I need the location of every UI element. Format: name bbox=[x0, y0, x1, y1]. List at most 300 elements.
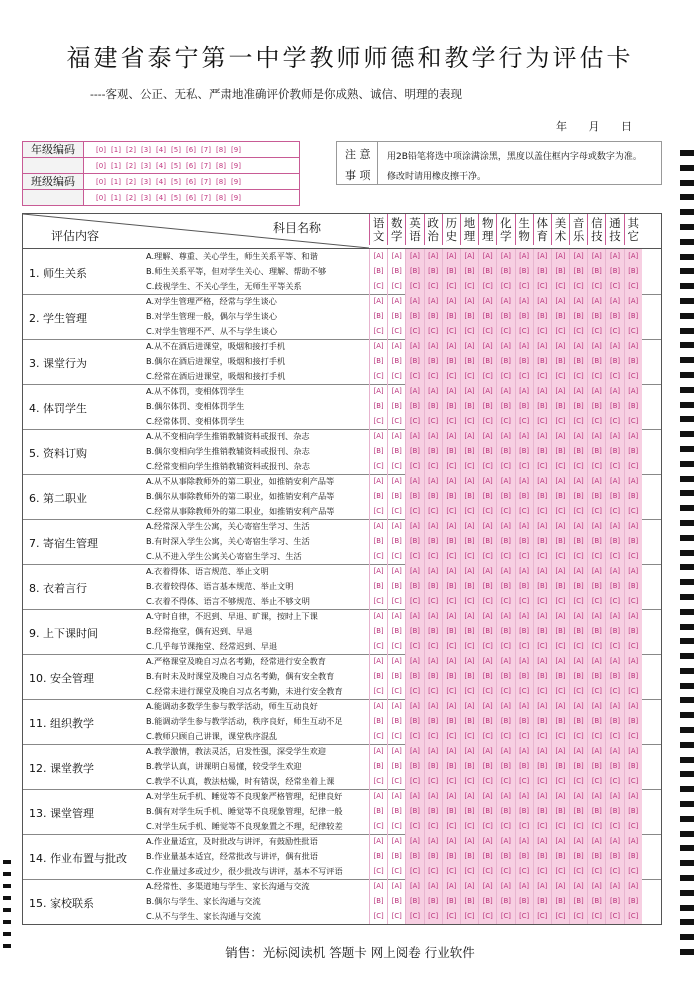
answer-bubble[interactable]: [B] bbox=[373, 897, 384, 905]
answer-bubble[interactable]: [B] bbox=[537, 537, 548, 545]
code-bubble[interactable]: [9] bbox=[231, 161, 241, 170]
answer-bubble[interactable]: [C] bbox=[409, 912, 420, 920]
answer-bubble[interactable]: [A] bbox=[555, 432, 566, 440]
answer-bubble[interactable]: [B] bbox=[464, 672, 475, 680]
answer-bubble[interactable]: [C] bbox=[610, 642, 621, 650]
answer-bubble[interactable]: [C] bbox=[519, 417, 530, 425]
answer-bubble[interactable]: [A] bbox=[373, 387, 384, 395]
answer-bubble[interactable]: [B] bbox=[373, 312, 384, 320]
answer-bubble[interactable]: [A] bbox=[519, 882, 530, 890]
answer-bubble[interactable]: [B] bbox=[628, 357, 639, 365]
answer-bubble[interactable]: [A] bbox=[610, 702, 620, 710]
code-bubble[interactable]: [5] bbox=[171, 161, 181, 170]
code-bubble[interactable]: [8] bbox=[216, 193, 226, 202]
code-bubble[interactable]: [1] bbox=[111, 161, 121, 170]
answer-bubble[interactable]: [A] bbox=[482, 792, 493, 800]
answer-bubble[interactable]: [C] bbox=[446, 822, 457, 830]
answer-bubble[interactable]: [B] bbox=[628, 762, 639, 770]
answer-bubble[interactable]: [A] bbox=[500, 522, 511, 530]
answer-bubble[interactable]: [C] bbox=[573, 597, 584, 605]
answer-bubble[interactable]: [A] bbox=[391, 387, 402, 395]
answer-bubble[interactable]: [A] bbox=[391, 522, 402, 530]
answer-bubble[interactable]: [B] bbox=[555, 267, 566, 275]
answer-bubble[interactable]: [C] bbox=[409, 507, 420, 515]
answer-bubble[interactable]: [C] bbox=[428, 822, 439, 830]
answer-bubble[interactable]: [A] bbox=[428, 747, 439, 755]
answer-bubble[interactable]: [B] bbox=[428, 762, 439, 770]
answer-bubble[interactable]: [B] bbox=[555, 312, 566, 320]
answer-bubble[interactable]: [A] bbox=[519, 702, 530, 710]
answer-bubble[interactable]: [B] bbox=[610, 627, 621, 635]
answer-bubble[interactable]: [A] bbox=[591, 342, 602, 350]
code-bubble[interactable]: [4] bbox=[156, 145, 166, 154]
answer-bubble[interactable]: [A] bbox=[446, 342, 457, 350]
answer-bubble[interactable]: [A] bbox=[610, 522, 620, 530]
answer-bubble[interactable]: [A] bbox=[428, 702, 439, 710]
answer-bubble[interactable]: [C] bbox=[464, 507, 475, 515]
code-bubble[interactable]: [1] bbox=[111, 177, 121, 186]
answer-bubble[interactable]: [A] bbox=[446, 657, 457, 665]
answer-bubble[interactable]: [B] bbox=[482, 447, 493, 455]
answer-bubble[interactable]: [A] bbox=[482, 477, 493, 485]
answer-bubble[interactable]: [B] bbox=[446, 897, 457, 905]
answer-bubble[interactable]: [B] bbox=[409, 897, 420, 905]
answer-bubble[interactable]: [B] bbox=[591, 717, 602, 725]
answer-bubble[interactable]: [C] bbox=[537, 552, 548, 560]
answer-bubble[interactable]: [B] bbox=[482, 717, 493, 725]
answer-bubble[interactable]: [C] bbox=[391, 687, 402, 695]
answer-bubble[interactable]: [C] bbox=[573, 327, 584, 335]
answer-bubble[interactable]: [C] bbox=[428, 282, 439, 290]
answer-bubble[interactable]: [C] bbox=[537, 867, 548, 875]
answer-bubble[interactable]: [A] bbox=[373, 882, 384, 890]
answer-bubble[interactable]: [C] bbox=[482, 777, 493, 785]
answer-bubble[interactable]: [A] bbox=[446, 702, 457, 710]
answer-bubble[interactable]: [C] bbox=[409, 327, 420, 335]
answer-bubble[interactable]: [B] bbox=[537, 672, 548, 680]
answer-bubble[interactable]: [C] bbox=[464, 597, 475, 605]
answer-bubble[interactable]: [B] bbox=[500, 312, 511, 320]
answer-bubble[interactable]: [A] bbox=[482, 567, 493, 575]
answer-bubble[interactable]: [A] bbox=[409, 567, 420, 575]
answer-bubble[interactable]: [C] bbox=[446, 462, 457, 470]
answer-bubble[interactable]: [C] bbox=[519, 867, 530, 875]
answer-bubble[interactable]: [C] bbox=[409, 777, 420, 785]
answer-bubble[interactable]: [C] bbox=[591, 552, 602, 560]
answer-bubble[interactable]: [A] bbox=[409, 297, 420, 305]
answer-bubble[interactable]: [B] bbox=[555, 357, 566, 365]
answer-bubble[interactable]: [C] bbox=[373, 462, 384, 470]
answer-bubble[interactable]: [C] bbox=[464, 282, 475, 290]
answer-bubble[interactable]: [B] bbox=[610, 582, 621, 590]
answer-bubble[interactable]: [B] bbox=[500, 762, 511, 770]
code-bubble[interactable]: [3] bbox=[141, 193, 151, 202]
answer-bubble[interactable]: [C] bbox=[446, 912, 457, 920]
code-bubble[interactable]: [8] bbox=[216, 161, 226, 170]
answer-bubble[interactable]: [B] bbox=[446, 762, 457, 770]
answer-bubble[interactable]: [C] bbox=[464, 867, 475, 875]
answer-bubble[interactable]: [C] bbox=[482, 732, 493, 740]
answer-bubble[interactable]: [B] bbox=[591, 762, 602, 770]
answer-bubble[interactable]: [C] bbox=[428, 777, 439, 785]
code-bubble[interactable]: [7] bbox=[201, 161, 211, 170]
answer-bubble[interactable]: [C] bbox=[573, 462, 584, 470]
answer-bubble[interactable]: [C] bbox=[373, 867, 384, 875]
answer-bubble[interactable]: [A] bbox=[482, 522, 493, 530]
answer-bubble[interactable]: [A] bbox=[555, 702, 566, 710]
answer-bubble[interactable]: [A] bbox=[591, 297, 602, 305]
code-bubble[interactable]: [5] bbox=[171, 145, 181, 154]
answer-bubble[interactable]: [A] bbox=[482, 882, 493, 890]
answer-bubble[interactable]: [A] bbox=[573, 882, 584, 890]
answer-bubble[interactable]: [B] bbox=[519, 402, 530, 410]
answer-bubble[interactable]: [C] bbox=[500, 327, 511, 335]
answer-bubble[interactable]: [A] bbox=[628, 342, 639, 350]
answer-bubble[interactable]: [A] bbox=[537, 387, 548, 395]
answer-bubble[interactable]: [B] bbox=[428, 627, 439, 635]
answer-bubble[interactable]: [B] bbox=[409, 582, 420, 590]
answer-bubble[interactable]: [A] bbox=[628, 477, 639, 485]
answer-bubble[interactable]: [C] bbox=[628, 372, 639, 380]
answer-bubble[interactable]: [B] bbox=[500, 447, 511, 455]
answer-bubble[interactable]: [A] bbox=[610, 567, 620, 575]
answer-bubble[interactable]: [B] bbox=[610, 807, 621, 815]
answer-bubble[interactable]: [C] bbox=[610, 777, 621, 785]
answer-bubble[interactable]: [C] bbox=[446, 597, 457, 605]
answer-bubble[interactable]: [B] bbox=[409, 762, 420, 770]
code-bubble[interactable]: [7] bbox=[201, 193, 211, 202]
answer-bubble[interactable]: [C] bbox=[428, 327, 439, 335]
code-bubble[interactable]: [9] bbox=[231, 193, 241, 202]
answer-bubble[interactable]: [B] bbox=[446, 672, 457, 680]
answer-bubble[interactable]: [C] bbox=[373, 507, 384, 515]
answer-bubble[interactable]: [C] bbox=[446, 642, 457, 650]
answer-bubble[interactable]: [B] bbox=[391, 357, 402, 365]
answer-bubble[interactable]: [A] bbox=[373, 702, 384, 710]
grade-code-digits-2[interactable] bbox=[84, 158, 243, 173]
answer-bubble[interactable]: [A] bbox=[537, 837, 548, 845]
answer-bubble[interactable]: [B] bbox=[464, 447, 475, 455]
answer-bubble[interactable]: [A] bbox=[482, 612, 493, 620]
answer-bubble[interactable]: [C] bbox=[555, 552, 566, 560]
answer-bubble[interactable]: [C] bbox=[537, 327, 548, 335]
answer-bubble[interactable]: [C] bbox=[519, 642, 530, 650]
answer-bubble[interactable]: [C] bbox=[555, 327, 566, 335]
answer-bubble[interactable]: [C] bbox=[628, 777, 639, 785]
answer-bubble[interactable]: [C] bbox=[628, 282, 639, 290]
answer-bubble[interactable]: [B] bbox=[555, 627, 566, 635]
answer-bubble[interactable]: [B] bbox=[409, 852, 420, 860]
answer-bubble[interactable]: [C] bbox=[555, 462, 566, 470]
answer-bubble[interactable]: [B] bbox=[610, 492, 621, 500]
answer-bubble[interactable]: [B] bbox=[409, 267, 420, 275]
answer-bubble[interactable]: [B] bbox=[519, 537, 530, 545]
answer-bubble[interactable]: [B] bbox=[573, 537, 584, 545]
answer-bubble[interactable]: [B] bbox=[555, 537, 566, 545]
answer-bubble[interactable]: [B] bbox=[446, 627, 457, 635]
answer-bubble[interactable]: [C] bbox=[573, 687, 584, 695]
answer-bubble[interactable]: [B] bbox=[591, 627, 602, 635]
answer-bubble[interactable]: [B] bbox=[519, 447, 530, 455]
answer-bubble[interactable]: [B] bbox=[446, 537, 457, 545]
answer-bubble[interactable]: [A] bbox=[610, 882, 620, 890]
answer-bubble[interactable]: [B] bbox=[464, 627, 475, 635]
answer-bubble[interactable]: [C] bbox=[500, 687, 511, 695]
answer-bubble[interactable]: [C] bbox=[409, 552, 420, 560]
answer-bubble[interactable]: [A] bbox=[573, 297, 584, 305]
answer-bubble[interactable]: [A] bbox=[500, 612, 511, 620]
answer-bubble[interactable]: [B] bbox=[573, 807, 584, 815]
answer-bubble[interactable]: [B] bbox=[573, 267, 584, 275]
answer-bubble[interactable]: [B] bbox=[446, 447, 457, 455]
answer-bubble[interactable]: [B] bbox=[610, 267, 621, 275]
answer-bubble[interactable]: [C] bbox=[446, 732, 457, 740]
answer-bubble[interactable]: [B] bbox=[482, 807, 493, 815]
answer-bubble[interactable]: [A] bbox=[573, 477, 584, 485]
answer-bubble[interactable]: [C] bbox=[519, 282, 530, 290]
answer-bubble[interactable]: [C] bbox=[628, 417, 639, 425]
answer-bubble[interactable]: [C] bbox=[519, 507, 530, 515]
answer-bubble[interactable]: [C] bbox=[591, 777, 602, 785]
answer-bubble[interactable]: [A] bbox=[573, 387, 584, 395]
answer-bubble[interactable]: [B] bbox=[409, 537, 420, 545]
answer-bubble[interactable]: [C] bbox=[464, 372, 475, 380]
answer-bubble[interactable]: [B] bbox=[373, 492, 384, 500]
answer-bubble[interactable]: [B] bbox=[428, 267, 439, 275]
answer-bubble[interactable]: [C] bbox=[537, 462, 548, 470]
answer-bubble[interactable]: [C] bbox=[555, 732, 566, 740]
answer-bubble[interactable]: [C] bbox=[500, 777, 511, 785]
answer-bubble[interactable]: [A] bbox=[409, 747, 420, 755]
answer-bubble[interactable]: [A] bbox=[628, 792, 639, 800]
answer-bubble[interactable]: [C] bbox=[591, 282, 602, 290]
answer-bubble[interactable]: [B] bbox=[464, 312, 475, 320]
answer-bubble[interactable]: [B] bbox=[573, 762, 584, 770]
answer-bubble[interactable]: [C] bbox=[428, 372, 439, 380]
answer-bubble[interactable]: [B] bbox=[555, 447, 566, 455]
answer-bubble[interactable]: [A] bbox=[591, 432, 602, 440]
answer-bubble[interactable]: [B] bbox=[591, 897, 602, 905]
answer-bubble[interactable]: [B] bbox=[482, 402, 493, 410]
answer-bubble[interactable]: [B] bbox=[373, 447, 384, 455]
answer-bubble[interactable]: [B] bbox=[464, 897, 475, 905]
answer-bubble[interactable]: [C] bbox=[628, 732, 639, 740]
answer-bubble[interactable]: [B] bbox=[537, 717, 548, 725]
answer-bubble[interactable]: [B] bbox=[628, 312, 639, 320]
answer-bubble[interactable]: [B] bbox=[428, 447, 439, 455]
answer-bubble[interactable]: [A] bbox=[610, 837, 620, 845]
answer-bubble[interactable]: [A] bbox=[500, 882, 511, 890]
answer-bubble[interactable]: [C] bbox=[537, 732, 548, 740]
answer-bubble[interactable]: [C] bbox=[628, 552, 639, 560]
answer-bubble[interactable]: [A] bbox=[464, 567, 475, 575]
answer-bubble[interactable]: [A] bbox=[610, 342, 620, 350]
answer-bubble[interactable]: [B] bbox=[573, 627, 584, 635]
answer-bubble[interactable]: [C] bbox=[373, 552, 384, 560]
answer-bubble[interactable]: [A] bbox=[446, 792, 457, 800]
answer-bubble[interactable]: [B] bbox=[482, 852, 493, 860]
answer-bubble[interactable]: [B] bbox=[428, 807, 439, 815]
answer-bubble[interactable]: [A] bbox=[519, 792, 530, 800]
answer-bubble[interactable]: [B] bbox=[464, 402, 475, 410]
answer-bubble[interactable]: [B] bbox=[500, 402, 511, 410]
answer-bubble[interactable]: [B] bbox=[446, 357, 457, 365]
answer-bubble[interactable]: [B] bbox=[409, 357, 420, 365]
answer-bubble[interactable]: [B] bbox=[610, 402, 621, 410]
answer-bubble[interactable]: [C] bbox=[482, 462, 493, 470]
answer-bubble[interactable]: [B] bbox=[537, 492, 548, 500]
answer-bubble[interactable]: [B] bbox=[537, 312, 548, 320]
answer-bubble[interactable]: [A] bbox=[519, 837, 530, 845]
answer-bubble[interactable]: [C] bbox=[373, 642, 384, 650]
answer-bubble[interactable]: [C] bbox=[482, 552, 493, 560]
answer-bubble[interactable]: [B] bbox=[373, 267, 384, 275]
code-bubble[interactable]: [0] bbox=[96, 145, 106, 154]
answer-bubble[interactable]: [B] bbox=[573, 672, 584, 680]
answer-bubble[interactable]: [B] bbox=[428, 897, 439, 905]
code-bubble[interactable]: [0] bbox=[96, 161, 106, 170]
answer-bubble[interactable]: [B] bbox=[428, 582, 439, 590]
answer-bubble[interactable]: [C] bbox=[446, 777, 457, 785]
answer-bubble[interactable]: [C] bbox=[628, 912, 639, 920]
answer-bubble[interactable]: [C] bbox=[482, 597, 493, 605]
answer-bubble[interactable]: [B] bbox=[628, 627, 639, 635]
answer-bubble[interactable]: [C] bbox=[519, 912, 530, 920]
answer-bubble[interactable]: [A] bbox=[573, 657, 584, 665]
answer-bubble[interactable]: [A] bbox=[391, 837, 402, 845]
answer-bubble[interactable]: [C] bbox=[519, 327, 530, 335]
answer-bubble[interactable]: [A] bbox=[446, 522, 457, 530]
answer-bubble[interactable]: [B] bbox=[537, 447, 548, 455]
answer-bubble[interactable]: [C] bbox=[482, 327, 493, 335]
answer-bubble[interactable]: [A] bbox=[537, 477, 548, 485]
answer-bubble[interactable]: [B] bbox=[446, 312, 457, 320]
answer-bubble[interactable]: [B] bbox=[391, 492, 402, 500]
answer-bubble[interactable]: [B] bbox=[500, 357, 511, 365]
answer-bubble[interactable]: [A] bbox=[628, 882, 639, 890]
answer-bubble[interactable]: [C] bbox=[428, 462, 439, 470]
answer-bubble[interactable]: [C] bbox=[391, 327, 402, 335]
code-bubble[interactable]: [0] bbox=[96, 193, 106, 202]
answer-bubble[interactable]: [A] bbox=[537, 657, 548, 665]
answer-bubble[interactable]: [B] bbox=[446, 492, 457, 500]
answer-bubble[interactable]: [A] bbox=[428, 792, 439, 800]
answer-bubble[interactable]: [C] bbox=[519, 822, 530, 830]
answer-bubble[interactable]: [C] bbox=[537, 822, 548, 830]
answer-bubble[interactable]: [C] bbox=[591, 912, 602, 920]
answer-bubble[interactable]: [A] bbox=[446, 297, 457, 305]
answer-bubble[interactable]: [B] bbox=[519, 762, 530, 770]
answer-bubble[interactable]: [B] bbox=[482, 672, 493, 680]
answer-bubble[interactable]: [A] bbox=[628, 522, 639, 530]
answer-bubble[interactable]: [C] bbox=[573, 282, 584, 290]
answer-bubble[interactable]: [B] bbox=[373, 717, 384, 725]
answer-bubble[interactable]: [A] bbox=[537, 297, 548, 305]
answer-bubble[interactable]: [A] bbox=[500, 432, 511, 440]
answer-bubble[interactable]: [B] bbox=[537, 852, 548, 860]
answer-bubble[interactable]: [B] bbox=[628, 582, 639, 590]
answer-bubble[interactable]: [A] bbox=[500, 792, 511, 800]
answer-bubble[interactable]: [B] bbox=[428, 312, 439, 320]
answer-bubble[interactable]: [B] bbox=[391, 672, 402, 680]
answer-bubble[interactable]: [C] bbox=[373, 777, 384, 785]
answer-bubble[interactable]: [A] bbox=[409, 477, 420, 485]
answer-bubble[interactable]: [B] bbox=[464, 762, 475, 770]
answer-bubble[interactable]: [B] bbox=[573, 402, 584, 410]
answer-bubble[interactable]: [C] bbox=[555, 372, 566, 380]
answer-bubble[interactable]: [C] bbox=[409, 867, 420, 875]
answer-bubble[interactable]: [A] bbox=[464, 837, 475, 845]
answer-bubble[interactable]: [C] bbox=[573, 552, 584, 560]
answer-bubble[interactable]: [C] bbox=[555, 282, 566, 290]
answer-bubble[interactable]: [A] bbox=[537, 342, 548, 350]
answer-bubble[interactable]: [C] bbox=[464, 417, 475, 425]
answer-bubble[interactable]: [C] bbox=[482, 417, 493, 425]
answer-bubble[interactable]: [B] bbox=[446, 717, 457, 725]
code-bubble[interactable]: [4] bbox=[156, 161, 166, 170]
answer-bubble[interactable]: [A] bbox=[428, 657, 439, 665]
answer-bubble[interactable]: [B] bbox=[373, 402, 384, 410]
answer-bubble[interactable]: [C] bbox=[391, 462, 402, 470]
answer-bubble[interactable]: [C] bbox=[555, 912, 566, 920]
answer-bubble[interactable]: [C] bbox=[482, 912, 493, 920]
answer-bubble[interactable]: [C] bbox=[537, 507, 548, 515]
answer-bubble[interactable]: [C] bbox=[373, 327, 384, 335]
answer-bubble[interactable]: [C] bbox=[373, 912, 384, 920]
answer-bubble[interactable]: [B] bbox=[519, 852, 530, 860]
answer-bubble[interactable]: [B] bbox=[610, 312, 621, 320]
answer-bubble[interactable]: [B] bbox=[409, 447, 420, 455]
answer-bubble[interactable]: [C] bbox=[373, 822, 384, 830]
answer-bubble[interactable]: [A] bbox=[591, 792, 602, 800]
answer-bubble[interactable]: [A] bbox=[464, 342, 475, 350]
answer-bubble[interactable]: [C] bbox=[573, 642, 584, 650]
answer-bubble[interactable]: [B] bbox=[555, 807, 566, 815]
answer-bubble[interactable]: [B] bbox=[519, 582, 530, 590]
answer-bubble[interactable]: [C] bbox=[464, 912, 475, 920]
answer-bubble[interactable]: [A] bbox=[573, 252, 584, 260]
answer-bubble[interactable]: [B] bbox=[519, 312, 530, 320]
answer-bubble[interactable]: [C] bbox=[409, 642, 420, 650]
answer-bubble[interactable]: [B] bbox=[428, 852, 439, 860]
answer-bubble[interactable]: [C] bbox=[482, 642, 493, 650]
code-bubble[interactable]: [2] bbox=[126, 145, 136, 154]
answer-bubble[interactable]: [C] bbox=[428, 867, 439, 875]
answer-bubble[interactable]: [A] bbox=[628, 702, 639, 710]
answer-bubble[interactable]: [C] bbox=[628, 597, 639, 605]
answer-bubble[interactable]: [A] bbox=[555, 522, 566, 530]
answer-bubble[interactable]: [B] bbox=[628, 402, 639, 410]
answer-bubble[interactable]: [B] bbox=[500, 672, 511, 680]
code-bubble[interactable]: [3] bbox=[141, 177, 151, 186]
answer-bubble[interactable]: [A] bbox=[482, 432, 493, 440]
answer-bubble[interactable]: [A] bbox=[537, 522, 548, 530]
answer-bubble[interactable]: [B] bbox=[573, 312, 584, 320]
answer-bubble[interactable]: [C] bbox=[610, 822, 621, 830]
answer-bubble[interactable]: [A] bbox=[446, 387, 457, 395]
answer-bubble[interactable]: [B] bbox=[628, 717, 639, 725]
answer-bubble[interactable]: [B] bbox=[628, 492, 639, 500]
code-bubble[interactable]: [0] bbox=[96, 177, 106, 186]
answer-bubble[interactable]: [A] bbox=[555, 657, 566, 665]
answer-bubble[interactable]: [C] bbox=[591, 867, 602, 875]
code-bubble[interactable]: [7] bbox=[201, 177, 211, 186]
answer-bubble[interactable]: [A] bbox=[464, 747, 475, 755]
answer-bubble[interactable]: [A] bbox=[573, 567, 584, 575]
class-code-digits-1[interactable] bbox=[84, 174, 243, 189]
answer-bubble[interactable]: [B] bbox=[391, 267, 402, 275]
code-bubble[interactable]: [6] bbox=[186, 193, 196, 202]
